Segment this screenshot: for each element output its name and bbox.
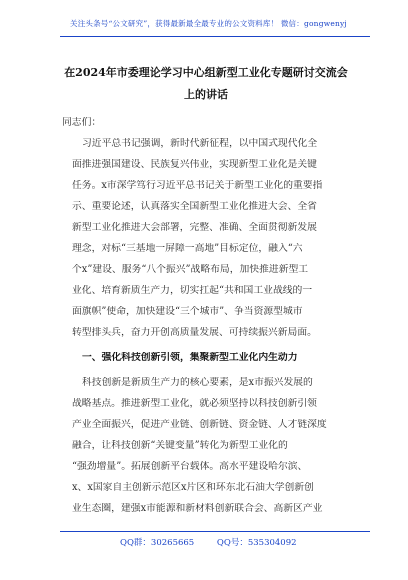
header-divider (60, 36, 370, 37)
body-line: 业化、培育新质生产力，切实扛起“共和国工业战线的一 (72, 285, 313, 296)
body-line: 理念，对标“三基地一屏障一高地”目标定位，融入“六 (72, 243, 303, 254)
body-line: 战略基点。推进新型工业化，就必须坚持以科技创新引领 (72, 398, 317, 409)
body-line: 产业全面振兴，促进产业链、创新链、资金链、人才链深度 (72, 419, 327, 430)
body-line: 业生态圈，建强x市能源和新材料创新联合会、高新区产业 (72, 503, 323, 514)
header-notice: 关注头条号“公文研究”，获得最新最全最专业的公文资料库！ 微信：gongwenyj (70, 19, 347, 28)
section-heading: 一、强化科技创新引领，集聚新型工业化内生动力 (82, 352, 298, 363)
body-line: 科技创新是新质生产力的核心要素，是x市振兴发展的 (82, 377, 313, 388)
body-line: 融合，让科技创新“关键变量”转化为新型工业化的 (72, 440, 288, 451)
body-line: 面旗帜”使命，加快建设“三个城市”、争当资源型城市 (72, 306, 303, 317)
document-title-line1: 在2024年市委理论学习中心组新型工业化专题研讨交流会 (64, 66, 348, 79)
body-line: 个x”建设、服务“八个振兴”战略布局，加快推进新型工 (72, 264, 309, 275)
body-line: 面推进强国建设、民族复兴伟业，实现新型工业化是关键 (72, 159, 317, 170)
document-title-line2: 上的讲话 (184, 88, 228, 101)
body-line: 新型工业化推进大会部署，完整、准确、全面贯彻新发展 (72, 222, 317, 233)
body-line: 示、重要论述，认真落实全国新型工业化推进大会、全省 (72, 201, 317, 212)
body-line: 习近平总书记强调，新时代新征程，以中国式现代化全 (82, 138, 318, 149)
body-line: “强劲增量”。拓展创新平台载体。高水平建设哈尔滨、 (72, 461, 308, 472)
footer-qq-group: QQ群：30265665 (120, 538, 195, 548)
footer-contacts (120, 536, 340, 548)
footer-divider (60, 531, 370, 532)
body-line: x、x国家自主创新示范区x片区和环东北石油大学创新创 (72, 482, 314, 493)
body-line: 转型排头兵，奋力开创高质量发展、可持续振兴新局面。 (72, 327, 317, 338)
footer-qq-number: QQ号：535304092 (216, 538, 297, 548)
salutation: 同志们： (62, 117, 102, 128)
body-line: 任务。x市深学笃行习近平总书记关于新型工业化的重要指 (72, 180, 323, 191)
